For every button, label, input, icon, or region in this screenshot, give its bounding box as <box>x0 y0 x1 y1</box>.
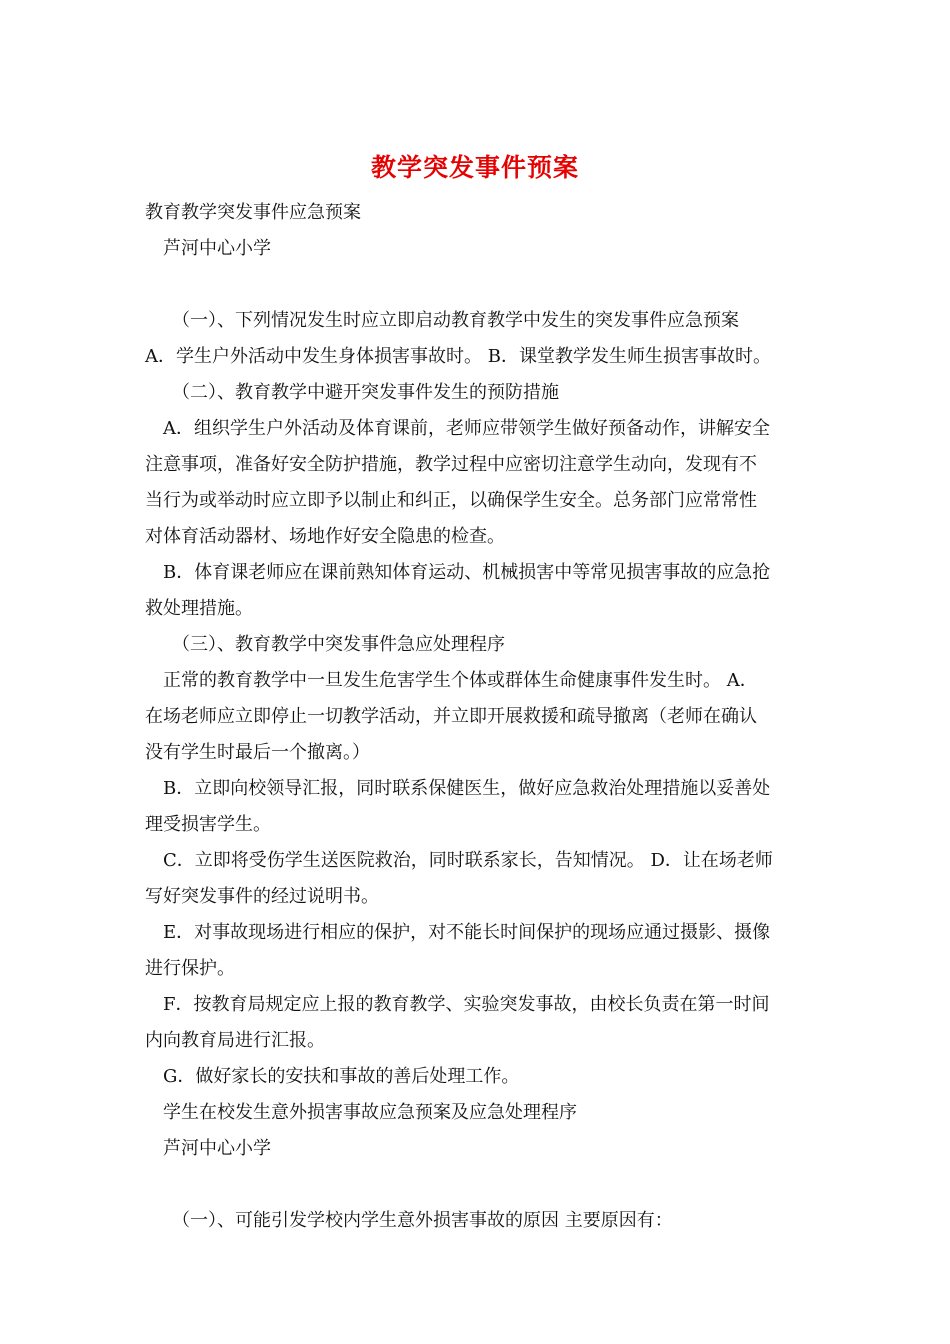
paragraph-line: 对体育活动器材、场地作好安全隐患的检查。 <box>145 526 505 547</box>
document-title: 教学突发事件预案 <box>370 153 579 182</box>
paragraph-line: E．对事故现场进行相应的保护，对不能长时间保护的现场应通过摄影、摄像 <box>163 922 771 943</box>
section-heading: 教育教学突发事件应急预案 <box>145 202 361 223</box>
paragraph-line: F．按教育局规定应上报的教育教学、实验突发事故，由校长负责在第一时间 <box>163 994 770 1015</box>
document-body <box>145 195 815 1239</box>
paragraph-line: 注意事项，准备好安全防护措施，教学过程中应密切注意学生动向，发现有不 <box>145 454 757 475</box>
section-heading: 学生在校发生意外损害事故应急预案及应急处理程序 <box>163 1102 577 1123</box>
school-name: 芦河中心小学 <box>163 238 271 259</box>
paragraph-line: 理受损害学生。 <box>145 814 271 835</box>
paragraph-line: 在场老师应立即停止一切教学活动，并立即开展救援和疏导撤离（老师在确认 <box>145 706 757 727</box>
paragraph-line: G．做好家长的安扶和事故的善后处理工作。 <box>163 1066 520 1087</box>
subsection-heading: （三）、教育教学中突发事件急应处理程序 <box>172 634 505 655</box>
subsection-heading: （一）、下列情况发生时应立即启动教育教学中发生的突发事件应急预案 <box>172 310 739 331</box>
school-name: 芦河中心小学 <box>163 1138 271 1159</box>
blank-line <box>145 1167 815 1203</box>
paragraph-line: A．组织学生户外活动及体育课前，老师应带领学生做好预备动作，讲解安全 <box>163 418 770 439</box>
subsection-heading: （二）、教育教学中避开突发事件发生的预防措施 <box>172 382 559 403</box>
paragraph-line: B．立即向校领导汇报，同时联系保健医生，做好应急救治处理措施以妥善处 <box>163 778 771 799</box>
paragraph-line: 救处理措施。 <box>145 598 253 619</box>
paragraph-line: 写好突发事件的经过说明书。 <box>145 886 379 907</box>
paragraph-line: 进行保护。 <box>145 958 235 979</box>
paragraph-line: 没有学生时最后一个撤离。） <box>145 742 370 763</box>
paragraph-line: B．体育课老师应在课前熟知体育运动、机械损害中等常见损害事故的应急抢 <box>163 562 771 583</box>
paragraph-line: C．立即将受伤学生送医院救治，同时联系家长，告知情况。 D．让在场老师 <box>163 850 773 871</box>
paragraph-line: A．学生户外活动中发生身体损害事故时。 B．课堂教学发生师生损害事故时。 <box>145 346 771 367</box>
paragraph-line: 正常的教育教学中一旦发生危害学生个体或群体生命健康事件发生时。 A． <box>163 670 758 691</box>
paragraph-line: 内向教育局进行汇报。 <box>145 1030 325 1051</box>
subsection-heading: （一）、可能引发学校内学生意外损害事故的原因 主要原因有： <box>172 1210 673 1231</box>
blank-line <box>145 267 815 303</box>
paragraph-line: 当行为或举动时应立即予以制止和纠正，以确保学生安全。总务部门应常常性 <box>145 490 757 511</box>
